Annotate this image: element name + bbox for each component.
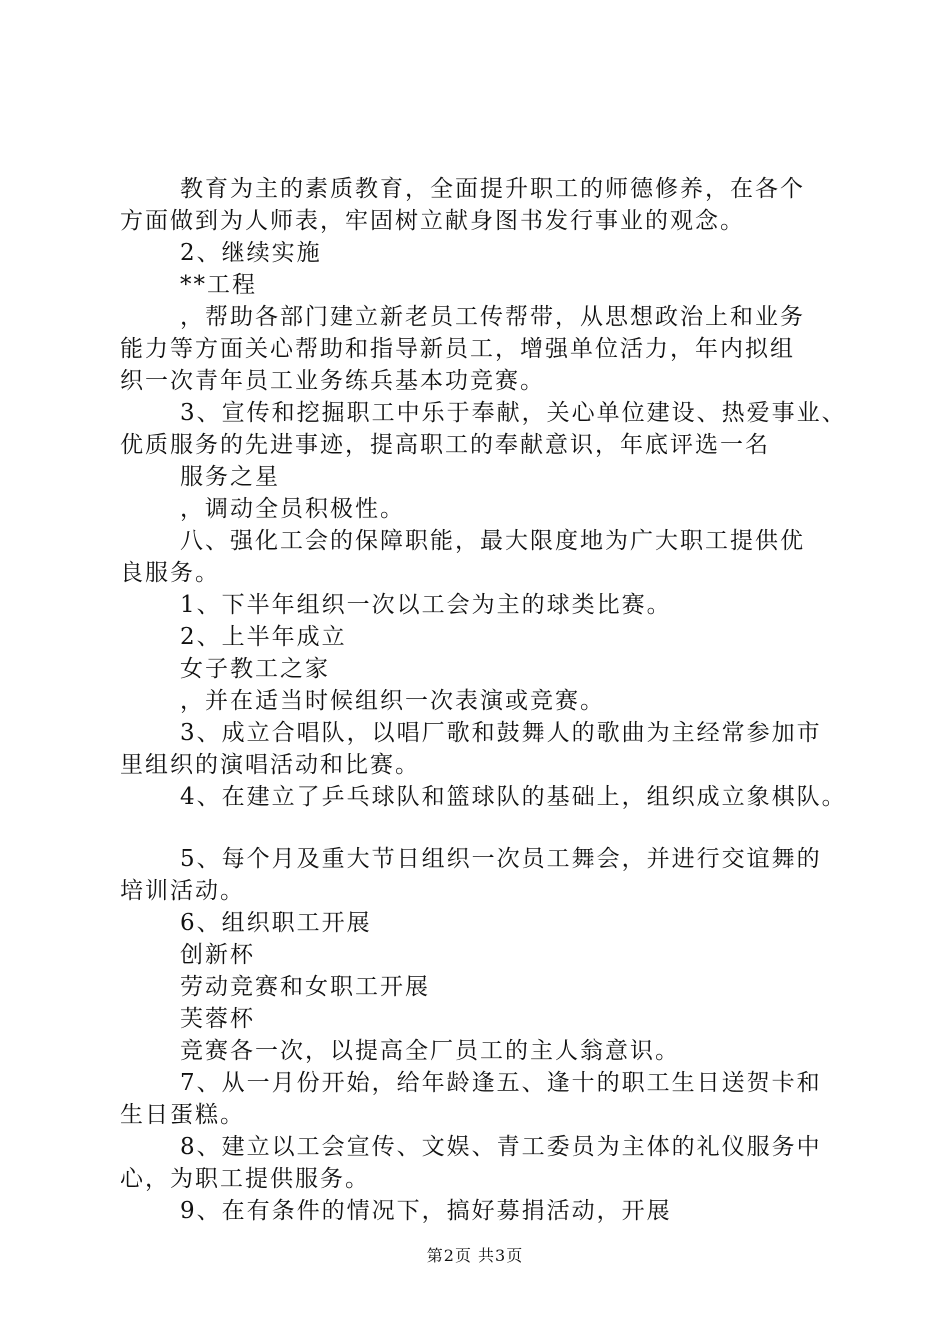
paragraph-line: 优质服务的先进事迹，提高职工的奉献意识，年底评选一名 bbox=[120, 432, 770, 458]
list-item-line: 3、成立合唱队，以唱厂歌和鼓舞人的歌曲为主经常参加市 bbox=[180, 720, 822, 746]
paragraph-line: 心，为职工提供服务。 bbox=[120, 1166, 370, 1192]
list-item-line: 2、上半年成立 bbox=[180, 624, 347, 650]
section-heading-line: 八、强化工会的保障职能，最大限度地为广大职工提供优 bbox=[180, 528, 805, 554]
paragraph-line: **工程 bbox=[180, 272, 257, 298]
paragraph-line: ，帮助各部门建立新老员工传帮带，从思想政治上和业务 bbox=[180, 304, 805, 330]
paragraph-line: 服务之星 bbox=[180, 464, 280, 490]
document-body bbox=[120, 173, 847, 1227]
list-item-line: 1、下半年组织一次以工会为主的球类比赛。 bbox=[180, 592, 672, 618]
paragraph-line: ，调动全员积极性。 bbox=[180, 496, 405, 522]
list-item-line: 2、继续实施 bbox=[180, 240, 322, 266]
list-item-line: 5、每个月及重大节日组织一次员工舞会，并进行交谊舞的 bbox=[180, 846, 822, 872]
blank-line bbox=[120, 813, 840, 843]
paragraph-line: 芙蓉杯 bbox=[180, 1006, 255, 1032]
paragraph-line: 培训活动。 bbox=[120, 878, 245, 904]
paragraph-line: 方面做到为人师表，牢固树立献身图书发行事业的观念。 bbox=[120, 208, 745, 234]
section-heading-line: 良服务。 bbox=[120, 560, 220, 586]
paragraph-line: 劳动竞赛和女职工开展 bbox=[180, 974, 430, 1000]
paragraph-line: 教育为主的素质教育，全面提升职工的师德修养，在各个 bbox=[180, 176, 805, 202]
paragraph-line: 女子教工之家 bbox=[180, 656, 330, 682]
paragraph-line: 创新杯 bbox=[180, 942, 255, 968]
list-item-line: 9、在有条件的情况下，搞好募捐活动，开展 bbox=[180, 1198, 672, 1224]
list-item-line: 8、建立以工会宣传、文娱、青工委员为主体的礼仪服务中 bbox=[180, 1134, 822, 1160]
paragraph-line: 能力等方面关心帮助和指导新员工，增强单位活力，年内拟组 bbox=[120, 336, 795, 362]
paragraph-line: 里组织的演唱活动和比赛。 bbox=[120, 752, 420, 778]
paragraph-line: 竞赛各一次，以提高全厂员工的主人翁意识。 bbox=[180, 1038, 680, 1064]
list-item-line: 4、在建立了乒乓球队和篮球队的基础上，组织成立象棋队。 bbox=[180, 784, 847, 810]
list-item-line: 7、从一月份开始，给年龄逢五、逢十的职工生日送贺卡和 bbox=[180, 1070, 822, 1096]
paragraph-line: ，并在适当时候组织一次表演或竞赛。 bbox=[180, 688, 605, 714]
paragraph-line: 生日蛋糕。 bbox=[120, 1102, 245, 1128]
paragraph-line: 织一次青年员工业务练兵基本功竞赛。 bbox=[120, 368, 545, 394]
list-item-line: 3、宣传和挖掘职工中乐于奉献，关心单位建设、热爱事业、 bbox=[180, 400, 847, 426]
page-number-footer: 第2页 共3页 bbox=[426, 1246, 524, 1265]
list-item-line: 6、组织职工开展 bbox=[180, 910, 372, 936]
